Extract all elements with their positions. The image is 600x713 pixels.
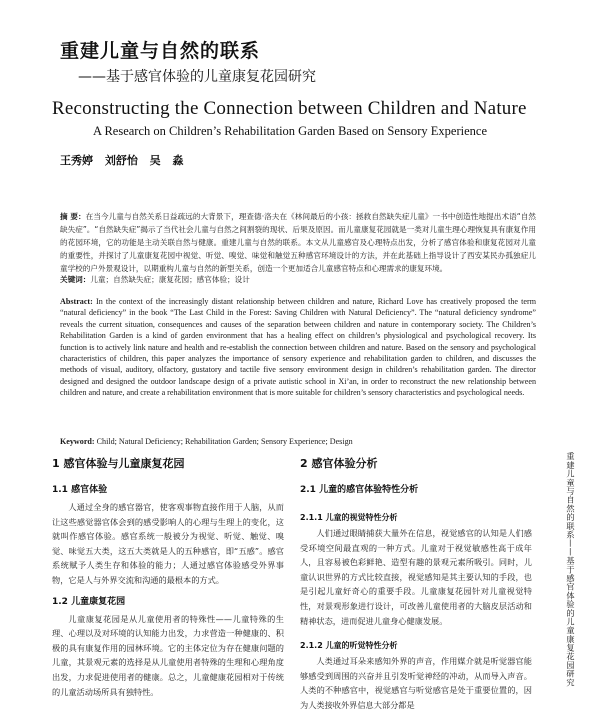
paragraph-1-2: 儿童康复花园是从儿童使用者的特殊性——儿童特殊的生理、心理以及对环境的认知能力出发，力求营造一种健康的、积极的具有康复作用的园林环境。它的主体定位为存在健康问题的儿童，其景观元素的选择是从儿童使用者特殊的生理和心理角度出发，力求促进使用者的健康。总之，儿童健康花园相对于传统的儿童活动场所具有独特性。: [52, 613, 284, 697]
abstract-en-text: In the context of the increasingly distant relationship between children and nature, Richard Love has creatively proposed the term “natural deficiency” in the book “The Last Child in the Forest: Saving Children with Natural Deficiency”. The “natural deficiency syndrome” reveals the current situation, consequences and causes of the separation between children and nature in contemporary society. The Children’s Rehabilitation Garden is a kind of garden environment that has a healing effect on children’s physiological and psychological recovery. Its function is to actively link nature and health and re-establish the connection between children and nature. Based on the sensory and psychological characteristics of children, this paper analyzes the importance of sensory experience and rehabilitation garden to children, and discusses the methods of visual, auditory, olfactory, gustatory and tactile five sensory environment design in children’s rehabilitation garden. The director designed and designed the outdoor landscape design of a private autistic school in Xi’an, in order to reconstruct the new relationship between children and nature, and create a rehabilitation environment that is more suitable for children’s sensory characteristics and psychological needs.: [60, 297, 537, 398]
keywords-zh: [60, 274, 536, 285]
subsection-heading-2-1: 2.1 儿童的感官体验特性分析: [300, 485, 419, 495]
abstract-zh-text: 在当今儿童与自然关系日益疏远的大背景下，理查德·洛夫在《林间最后的小孩：拯救自然缺失症儿童》一书中创造性地提出术语“自然缺失症”。“自然缺失症”揭示了当代社会儿童与自然之间割裂的现状、后果及原因。而儿童康复花园就是一类对儿童生理心理恢复具有康复作用的花园环境，它的功能是主动关联自然与健康。重建儿童与自然的联系。本文从儿童感官及心理特点出发，分析了感官体验和康复花园对儿童的重要性，并探讨了儿童康复花园中视觉、听觉、嗅觉、味觉和触觉五种感官环境设计的方法，并在此基础上指导设计了西安某民办孤独症儿童学校的户外景观设计，以期重构儿童与自然的新型关系，创造一个更加适合儿童感官特点和心理需求的康复环境。: [60, 212, 536, 273]
keywords-zh-text: 儿童；自然缺失症；康复花园；感官体验；设计: [90, 275, 250, 284]
keywords-en-label: Keyword:: [60, 437, 95, 446]
keywords-en-text: Child; Natural Deficiency; Rehabilitation Garden; Sensory Experience; Design: [96, 437, 353, 446]
running-side-title: 重建儿童与自然的联系——基于感官体验的儿童康复花园研究: [566, 452, 576, 687]
subsection-heading-1-2: 1.2 儿童康复花园: [52, 596, 126, 607]
right-column: [300, 452, 532, 713]
abstract-en-label: Abstract:: [60, 297, 93, 306]
chinese-subtitle: ——基于感官体验的儿童康复花园研究: [78, 69, 316, 85]
paragraph-1-1: 人通过全身的感官器官，使客观事物直接作用于人脑，从而让这些感觉器官体会到的感受影响人的心理与生理上的变化，这就叫作感官体验。感官系统一般被分为视觉、听觉、触觉、嗅觉、味觉五大类，这五大类就是人的五种感官，即“五感”。感官系统赋予人类生存和体验的能力；人通过感官体验感受外界事物，它是人与外界交流和沟通的最根本的方式。: [52, 502, 284, 585]
keywords-zh-label: 关键词：: [60, 275, 91, 284]
abstract-zh-label: 摘 要：: [60, 212, 86, 221]
english-title: Reconstructing the Connection between Children and Nature: [52, 98, 527, 119]
paragraph-2-1-2: 人类通过耳朵来感知外界的声音，作用媒介就是听觉器官能够感受到周围的兴奋并且引发听觉神经的冲动，从而导入声音。人类的不种感官中，视觉感官与听觉感官是处于重要位置的，因为人类接收外界信息大部分都是: [300, 656, 532, 710]
subsubsection-heading-2-1-1: 2.1.1 儿童的视觉特性分析: [300, 513, 398, 522]
english-subtitle: A Research on Children’s Rehabilitation Garden Based on Sensory Experience: [93, 124, 487, 138]
abstract-en: [60, 296, 536, 399]
chinese-title: 重建儿童与自然的联系: [60, 40, 261, 62]
keywords-en: [60, 437, 536, 446]
authors: 王秀婷 刘舒怡 吴 淼: [60, 154, 184, 167]
paragraph-2-1-1: 人们通过眼睛捕获大量外在信息，视觉感官的认知是人们感受环境空间最直观的一种方式。儿童对于视觉敏感性高于成年人，且容易被色彩鲜艳、造型有趣的景观元素所吸引。同时，儿童认识世界的方式比较直接，视觉感知是其主要认知的手段，也是引起儿童好奇心的重要手段。儿童康复花园针对儿童视觉特性，对景观形象进行设计，可改善儿童使用者的大脑皮层活动和精神状态，进而促进儿童身心健康发展。: [300, 528, 532, 626]
subsubsection-heading-2-1-2: 2.1.2 儿童的听觉特性分析: [300, 641, 398, 651]
subsection-heading-1-1: 1.1 感官体验: [52, 485, 108, 495]
abstract-zh: [60, 210, 536, 275]
section-heading-1: 1 感官体验与儿童康复花园: [52, 457, 185, 470]
left-column: [52, 452, 284, 699]
section-heading-2: 2 感官体验分析: [300, 457, 378, 470]
